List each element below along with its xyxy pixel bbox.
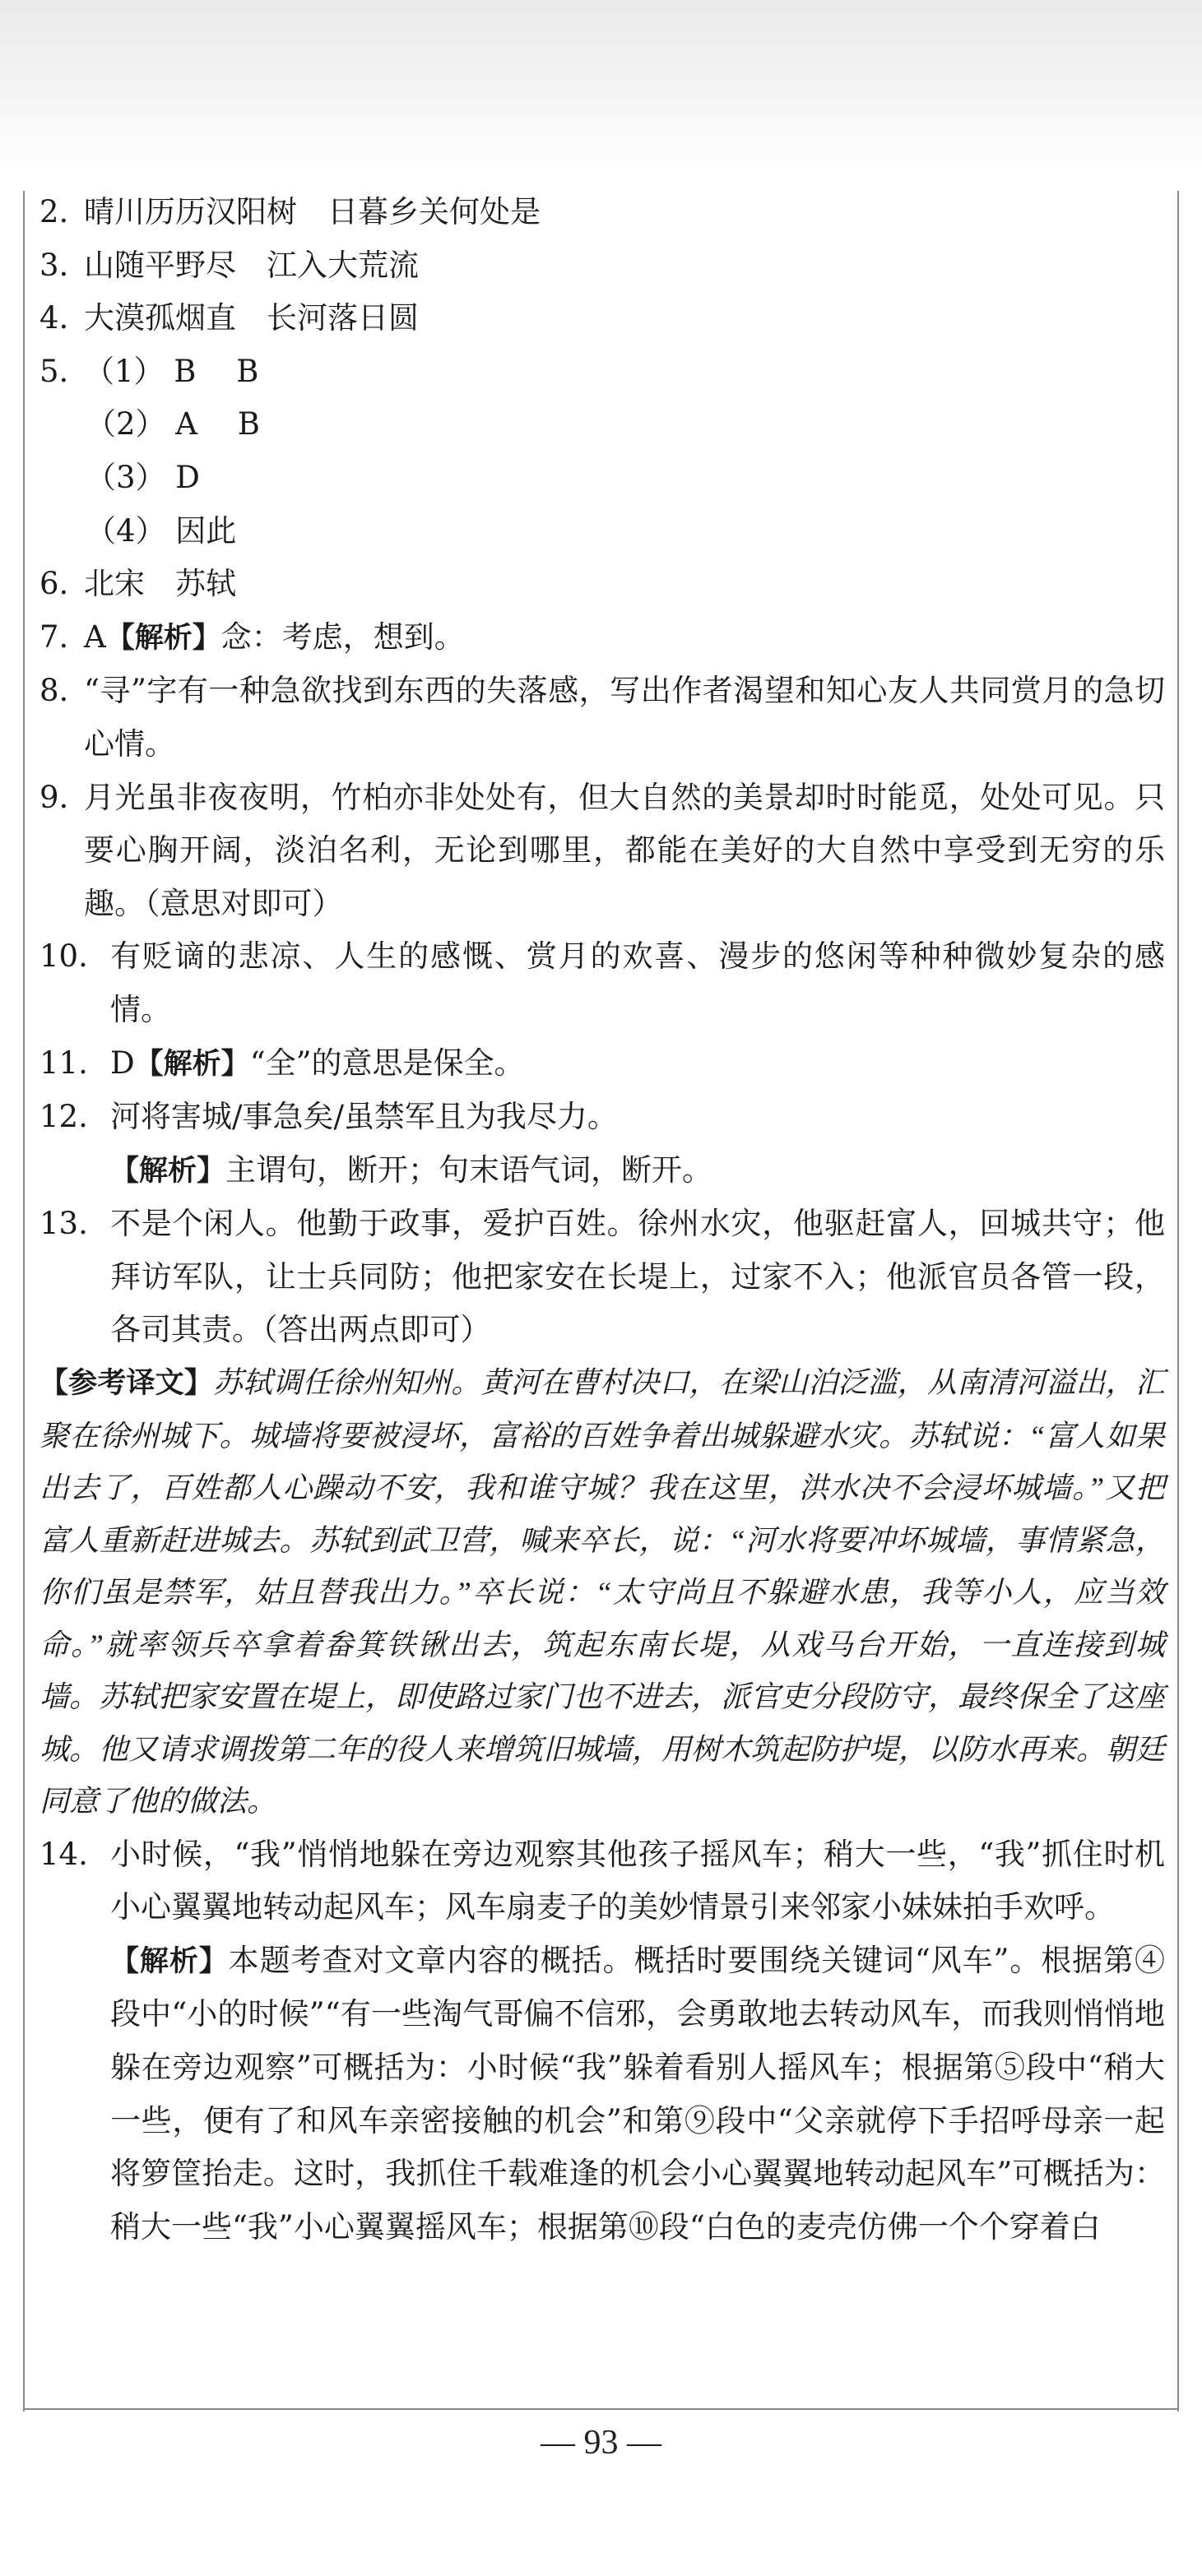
answer-item-12-analysis bbox=[39, 1144, 1165, 1198]
answer-item-7 bbox=[39, 611, 1165, 665]
analysis-tag: 【解析】 bbox=[105, 621, 221, 655]
item-text: 有贬谪的悲凉、人生的感慨、赏月的欢喜、漫步的悠闲等种种微妙复杂的感情。 bbox=[110, 938, 1165, 1027]
analysis-tag: 【解析】 bbox=[110, 1944, 229, 1978]
item-number: 13. bbox=[39, 1206, 88, 1242]
item-text: 月光虽非夜夜明，竹柏亦非处处有，但大自然的美景却时时能觅，处处可见。只要心胸开阔，淡泊名利，无论到哪里，都能在美好的大自然中享受到无穷的乐趣。（意思对即可） bbox=[84, 779, 1165, 921]
analysis-text: 念：考虑，想到。 bbox=[220, 619, 465, 655]
answer-item-2 bbox=[39, 186, 1165, 239]
answer-item-9 bbox=[39, 771, 1165, 931]
item-text: 北宋 苏轼 bbox=[84, 566, 236, 602]
item-number: 12. bbox=[39, 1099, 88, 1135]
analysis-block bbox=[110, 1144, 1165, 1198]
analysis-text: “全”的意思是保全。 bbox=[249, 1045, 525, 1081]
page-number: — 93 — bbox=[541, 2424, 661, 2462]
answer-item-6 bbox=[39, 558, 1165, 611]
translation-tag: 【参考译文】 bbox=[39, 1367, 213, 1401]
item-text: 不是个闲人。他勤于政事，爱护百姓。徐州水灾，他驱赶富人，回城共守；他拜访军队，让士兵同防；他把家安在长堤上，过家不入；他派官员各管一段，各司其责。（答出两点即可） bbox=[110, 1206, 1165, 1348]
item-text: 小时候，“我”悄悄地躲在旁边观察其他孩子摇风车；稍大一些，“我”抓住时机小心翼翼地转动起风车；风车扇麦子的美妙情景引来邻家小妹妹拍手欢呼。 bbox=[110, 1836, 1165, 1925]
item-number: 3. bbox=[39, 247, 69, 283]
answer-item-12 bbox=[39, 1091, 1165, 1144]
right-border-line bbox=[1177, 191, 1179, 2412]
item-number: 5. bbox=[39, 353, 69, 389]
item-number: 9. bbox=[39, 779, 69, 815]
reference-translation bbox=[39, 1357, 1165, 1828]
item-number: 6. bbox=[39, 566, 69, 602]
item-number: 10. bbox=[39, 938, 88, 975]
item-text bbox=[110, 1037, 1165, 1091]
answer-item-14 bbox=[39, 1828, 1165, 1934]
analysis-tag: 【解析】 bbox=[134, 1047, 250, 1081]
answer-item-13 bbox=[39, 1198, 1165, 1357]
analysis-block bbox=[110, 1934, 1165, 2254]
analysis-tag: 【解析】 bbox=[110, 1154, 226, 1188]
answer-item-11 bbox=[39, 1037, 1165, 1091]
answer-item-10 bbox=[39, 930, 1165, 1036]
answer-item-8 bbox=[39, 665, 1165, 771]
analysis-text: 本题考查对文章内容的概括。概括时要围绕关键词“风车”。根据第④段中“小的时候”“有一些淘气哥偏不信邪，会勇敢地去转动风车，而我则悄悄地躲在旁边观察”可概括为：小时候“我”躲着看别人摇风车；根据第⑤段中“稍大一些，便有了和风车亲密接触的机会”和第⑨段中“父亲就停下手招呼母亲一起将箩筐抬走。这时，我抓住千载难逢的机会小心翼翼地转动起风车”可概括为：稍大一些“我”小心翼翼摇风车；根据第⑩段“白色的麦壳仿佛一个个穿着白 bbox=[110, 1942, 1165, 2245]
answer-choice: A bbox=[84, 619, 106, 655]
sub-answer-3: （3） D bbox=[86, 459, 200, 495]
item-number: 7. bbox=[39, 619, 69, 655]
item-text: （1） B B bbox=[84, 353, 259, 389]
answer-item-3 bbox=[39, 239, 1165, 293]
analysis-text: 主谓句，断开；句末语气词，断开。 bbox=[225, 1151, 713, 1188]
item-text: 大漠孤烟直 长河落日圆 bbox=[84, 300, 419, 336]
scan-shadow bbox=[0, 0, 1202, 173]
answer-item-14-analysis bbox=[39, 1934, 1165, 2254]
item-text: 河将害城/事急矣/虽禁军且为我尽力。 bbox=[110, 1099, 618, 1135]
sub-answer-2: （2） A B bbox=[86, 406, 260, 442]
answer-choice: D bbox=[110, 1045, 135, 1081]
item-number: 2. bbox=[39, 194, 69, 229]
item-text bbox=[84, 611, 1165, 665]
item-number: 8. bbox=[39, 673, 69, 709]
answer-item-4 bbox=[39, 292, 1165, 345]
item-number: 11. bbox=[39, 1045, 88, 1081]
answer-item-5 bbox=[39, 345, 1165, 399]
item-text: 晴川历历汉阳树 日暮乡关何处是 bbox=[84, 194, 541, 229]
item-text: “寻”字有一种急欲找到东西的失落感，写出作者渴望和知心友人共同赏月的急切心情。 bbox=[84, 673, 1165, 762]
item-number: 14. bbox=[39, 1836, 88, 1872]
bottom-border-line bbox=[23, 2408, 1179, 2410]
sub-answer-4: （4） 因此 bbox=[86, 512, 237, 549]
answer-key-content bbox=[39, 186, 1165, 2254]
translation-text: 苏轼调任徐州知州。黄河在曹村决口，在梁山泊泛滥，从南清河溢出，汇聚在徐州城下。城墙将要被浸坏，富裕的百姓争着出城躲避水灾。苏轼说：“富人如果出去了，百姓都人心躁动不安，我和谁守城？我在这里，洪水决不会浸坏城墙。”又把富人重新赶进城去。苏轼到武卫营，喊来卒长，说：“河水将要冲坏城墙，事情紧急，你们虽是禁军，姑且替我出力。”卒长说：“太守尚且不躲避水患，我等小人，应当效命。”就率领兵卒拿着畚箕铁锹出去，筑起东南长堤，从戏马台开始，一直连接到城墙。苏轼把家安置在堤上，即使路过家门也不进去，派官吏分段防守，最终保全了这座城。他又请求调拨第二年的役人来增筑旧城墙，用树木筑起防护堤，以防水再来。朝廷同意了他的做法。 bbox=[39, 1366, 1166, 1818]
item-text: 山随平野尽 江入大荒流 bbox=[84, 247, 419, 283]
item-number: 4. bbox=[39, 300, 69, 336]
left-border-line bbox=[23, 191, 25, 2412]
